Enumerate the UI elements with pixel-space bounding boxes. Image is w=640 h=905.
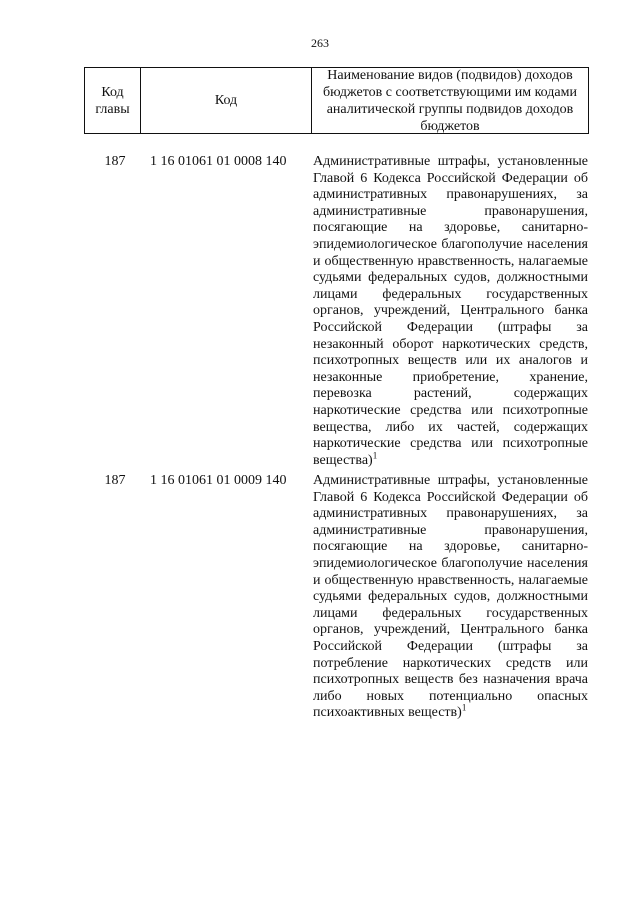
description-text: Административные штрафы, установленные Главой 6 Кодекса Российской Федерации об административных правонарушениях, за административные правонарушения, посягающие на здоровье, санитарно-эпидемиологическое благополучие населения и общественную нравственность, налагаемые судьями федеральных судов, должностными лицами федеральных государственных органов, учреждений, Центрального банка Российской Федерации (штрафы за потребление наркотических средств или психотропных веществ без назначения врача либо новых потенциально опасных психоактивных веществ) [313, 473, 588, 721]
revenue-description [313, 473, 588, 722]
footnote-mark: 1 [372, 450, 378, 461]
page-number: 263 [311, 36, 329, 50]
chapter-code: 187 [104, 154, 126, 169]
revenue-description [313, 154, 588, 469]
chapter-code: 187 [104, 473, 126, 488]
header-chapter-code: Код главы [85, 68, 141, 133]
revenue-code: 1 16 01061 01 0009 140 [150, 473, 287, 488]
header-name: Наименование видов (подвидов) доходов бюджетов с соответствующими им кодами аналитической группы подвидов доходов бюджетов [323, 67, 577, 134]
revenue-code: 1 16 01061 01 0008 140 [150, 154, 287, 169]
header-code: Код [141, 68, 312, 133]
table-header [84, 67, 589, 134]
description-text: Административные штрафы, установленные Главой 6 Кодекса Российской Федерации об административных правонарушениях, за административные правонарушения, посягающие на здоровье, санитарно-эпидемиологическое благополучие населения и общественную нравственность, налагаемые судьями федеральных судов, должностными лицами федеральных государственных органов, учреждений, Центрального банка Российской Федерации (штрафы за незаконный оборот наркотических средств, психотропных веществ или их аналогов и незаконные приобретение, хранение, перевозка растений, содержащих наркотические средства или психотропные вещества, либо их частей, содержащих наркотические средства или психотропные вещества) [313, 154, 588, 468]
footnote-mark: 1 [461, 702, 467, 713]
